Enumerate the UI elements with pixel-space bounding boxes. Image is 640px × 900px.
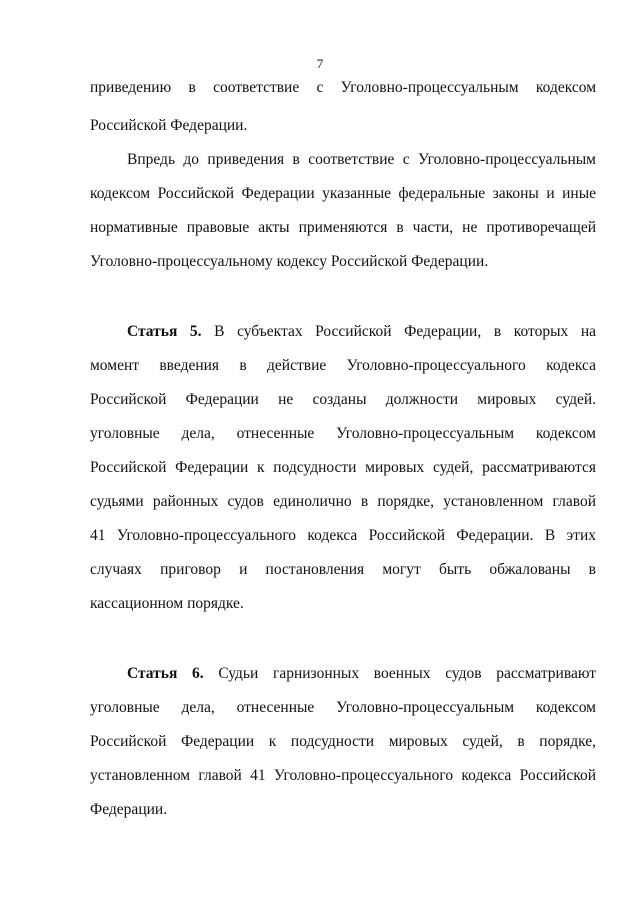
text-line: Российской Федерации. <box>90 117 248 134</box>
text-line: установленном главой 41 Уголовно-процессуального кодекса Российской <box>90 767 596 784</box>
text-line: Впредь до приведения в соответствие с Уголовно-процессуальным <box>127 151 596 168</box>
text-line: Уголовно-процессуальному кодексу Российской Федерации. <box>90 253 489 270</box>
text-line: кассационном порядке. <box>90 595 244 612</box>
text-line: Федерации. <box>90 801 168 818</box>
article-5-first-line <box>127 322 596 342</box>
article-6-first-line <box>127 664 596 684</box>
page-number: 7 <box>316 56 324 71</box>
text-line: 41 Уголовно-процессуального кодекса Российской Федерации. В этих <box>90 527 596 544</box>
article-5-heading: Статья 5. <box>127 323 202 340</box>
text-line: уголовные дела, отнесенные Уголовно-процессуальным кодексом <box>90 425 596 442</box>
text-line: Российской Федерации к подсудности мировых судей, в порядке, <box>90 733 596 750</box>
text-line: нормативные правовые акты применяются в части, не противоречащей <box>90 219 596 236</box>
text-line: приведению в соответствие с Уголовно-процессуальным кодексом <box>90 79 596 96</box>
text-line: случаях приговор и постановления могут быть обжалованы в <box>90 561 596 578</box>
text-line: Российской Федерации не созданы должности мировых судей. <box>90 391 596 408</box>
text-line: В субъектах Российской Федерации, в которых на <box>214 323 596 340</box>
text-line: Судьи гарнизонных военных судов рассматривают <box>218 665 596 682</box>
article-6-heading: Статья 6. <box>127 665 204 682</box>
text-line: кодексом Российской Федерации указанные федеральные законы и иные <box>90 185 596 202</box>
text-line: момент введения в действие Уголовно-процессуального кодекса <box>90 357 596 374</box>
text-line: Российской Федерации к подсудности мировых судей, рассматриваются <box>90 459 596 476</box>
text-line: уголовные дела, отнесенные Уголовно-процессуальным кодексом <box>90 699 596 716</box>
text-line: судьями районных судов единолично в порядке, установленном главой <box>90 493 596 510</box>
